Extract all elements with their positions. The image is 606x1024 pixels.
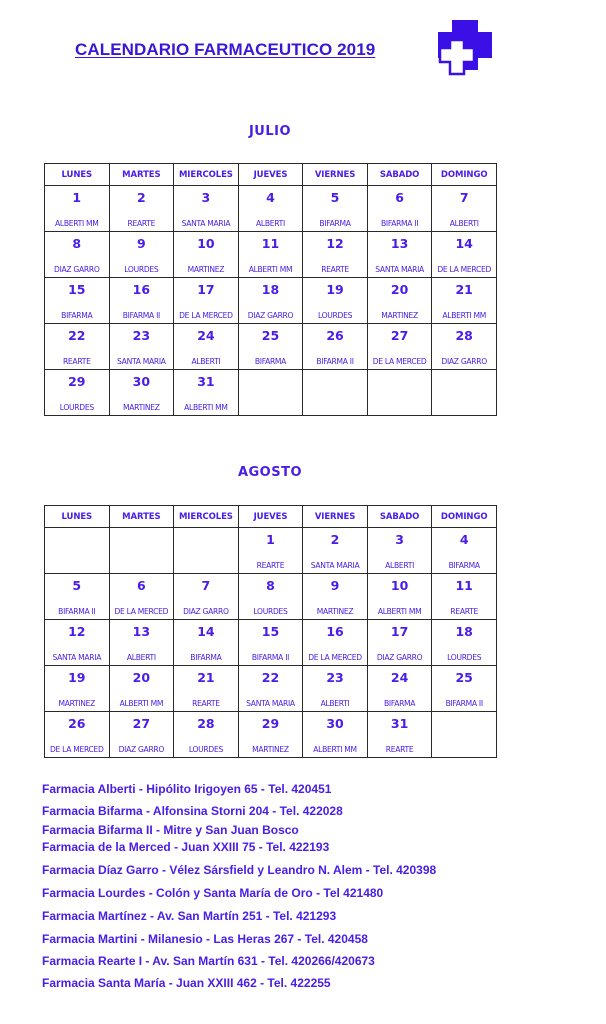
calendar-day-cell [109,620,174,666]
calendar-day-cell [109,324,174,370]
calendar-day-cell [45,370,110,416]
on-duty-pharmacy: ALBERTI [126,653,156,662]
weekday-header: LUNES [45,164,110,186]
calendar-day-cell [432,666,497,712]
day-number: 16 [132,282,151,297]
weekday-header: MARTES [109,164,174,186]
day-number: 4 [266,190,275,205]
day-number: 31 [390,716,409,731]
day-number: 30 [132,374,151,389]
day-number: 12 [326,236,344,251]
on-duty-pharmacy: REARTE [385,745,414,754]
on-duty-pharmacy: SANTA MARIA [52,653,102,662]
month-title-agosto: AGOSTO [237,465,303,480]
day-number: 18 [261,282,280,297]
calendar-day-cell [367,186,432,232]
calendar-week-row [45,666,497,712]
on-duty-pharmacy: BIFARMA II [58,607,96,616]
calendar-day-cell [367,574,432,620]
calendar-julio [44,163,497,416]
day-number: 12 [68,624,86,639]
calendar-week-row [45,712,497,758]
calendar-day-cell [238,528,303,574]
on-duty-pharmacy: REARTE [192,699,220,708]
on-duty-pharmacy: DE LA MERCED [372,357,427,366]
on-duty-pharmacy: DE LA MERCED [114,607,169,616]
calendar-day-cell [432,324,497,370]
on-duty-pharmacy: DE LA MERCED [179,311,233,320]
calendar-empty-cell [432,370,497,416]
day-number: 1 [72,190,82,205]
on-duty-pharmacy: BIFARMA [61,311,93,320]
day-number: 20 [132,670,151,685]
on-duty-pharmacy: REARTE [62,357,91,366]
day-number: 3 [201,190,211,205]
calendar-day-cell [109,574,174,620]
day-number: 17 [197,282,215,297]
calendar-day-cell [45,232,110,278]
calendar-day-cell [109,186,174,232]
on-duty-pharmacy: SANTA MARIA [117,357,166,366]
calendar-day-cell [174,324,239,370]
day-number: 10 [197,236,215,251]
day-number: 9 [330,578,340,593]
calendar-day-cell [109,712,174,758]
calendar-week-row [45,186,497,232]
weekday-header-row [45,164,497,186]
calendar-empty-cell [238,370,303,416]
day-number: 1 [266,532,275,547]
calendar-day-cell [303,324,368,370]
calendar-day-cell [174,574,239,620]
calendar-day-cell [303,666,368,712]
on-duty-pharmacy: BIFARMA II [122,311,160,320]
on-duty-pharmacy: LOURDES [124,265,159,274]
day-number: 27 [390,328,409,343]
day-number: 29 [68,374,86,389]
on-duty-pharmacy: ALBERTI [320,699,350,708]
weekday-header: JUEVES [238,506,303,528]
calendar-day-cell [367,620,432,666]
day-number: 4 [459,532,469,547]
calendar-day-cell [238,186,303,232]
day-number: 16 [326,624,344,639]
day-number: 10 [390,578,409,593]
day-number: 15 [68,282,86,297]
weekday-header: MIERCOLES [174,506,239,528]
calendar-day-cell [367,528,432,574]
day-number: 20 [390,282,409,297]
day-number: 11 [455,578,473,593]
day-number: 22 [68,328,86,343]
on-duty-pharmacy: BIFARMA II [251,653,290,662]
on-duty-pharmacy: REARTE [321,265,349,274]
day-number: 17 [390,624,409,639]
on-duty-pharmacy: LOURDES [188,745,223,754]
calendar-day-cell [174,186,239,232]
calendar-day-cell [367,324,432,370]
weekday-header: SABADO [367,164,432,186]
calendar-day-cell [432,232,497,278]
day-number: 19 [68,670,86,685]
on-duty-pharmacy: DIAZ GARRO [54,265,100,274]
calendar-day-cell [109,232,174,278]
calendar-day-cell [109,370,174,416]
weekday-header: DOMINGO [432,164,497,186]
calendar-day-cell [238,712,303,758]
calendar-day-cell [174,666,239,712]
pharmacy-entry: Farmacia Díaz Garro - Vélez Sársfield y Leandro N. Alem - Tel. 420398 [42,863,437,877]
weekday-header: MARTES [109,506,174,528]
on-duty-pharmacy: ALBERTI MM [55,219,99,228]
pharmacy-entry: Farmacia Lourdes - Colón y Santa María de Oro - Tel 421480 [42,886,384,900]
calendar-day-cell [432,278,497,324]
on-duty-pharmacy: DIAZ GARRO [118,745,165,754]
on-duty-pharmacy: LOURDES [253,607,288,616]
calendar-empty-cell [303,370,368,416]
day-number: 22 [261,670,280,685]
calendar-day-cell [238,620,303,666]
calendar-day-cell [174,370,239,416]
calendar-day-cell [303,574,368,620]
on-duty-pharmacy: ALBERTI MM [313,745,357,754]
calendar-day-cell [238,574,303,620]
day-number: 29 [261,716,280,731]
month-title-julio: JULIO [248,124,292,139]
on-duty-pharmacy: LOURDES [59,403,94,412]
day-number: 7 [201,578,211,593]
day-number: 21 [455,282,473,297]
day-number: 31 [197,374,215,389]
on-duty-pharmacy: SANTA MARIA [246,699,295,708]
day-number: 27 [132,716,151,731]
calendar-day-cell [174,278,239,324]
day-number: 23 [132,328,151,343]
calendar-day-cell [238,232,303,278]
calendar-day-cell [45,620,110,666]
on-duty-pharmacy: MARTINEZ [381,311,418,320]
on-duty-pharmacy: BIFARMA [254,357,287,366]
on-duty-pharmacy: REARTE [256,561,285,570]
on-duty-pharmacy: DE LA MERCED [437,265,492,274]
on-duty-pharmacy: BIFARMA II [316,357,354,366]
day-number: 30 [326,716,344,731]
calendar-day-cell [45,666,110,712]
pharmacy-entry: Farmacia de la Merced - Juan XXIII 75 - Tel. 422193 [42,840,330,854]
day-number: 6 [136,578,146,593]
calendar-day-cell [303,278,368,324]
day-number: 24 [197,328,215,343]
on-duty-pharmacy: ALBERTI MM [442,311,486,320]
calendar-day-cell [174,620,239,666]
on-duty-pharmacy: DIAZ GARRO [441,357,487,366]
on-duty-pharmacy: DIAZ GARRO [376,653,423,662]
on-duty-pharmacy: LOURDES [317,311,353,320]
day-number: 28 [197,716,215,731]
calendar-day-cell [432,574,497,620]
on-duty-pharmacy: MARTINEZ [123,403,160,412]
calendar-empty-cell [432,712,497,758]
on-duty-pharmacy: MARTINEZ [316,607,354,616]
on-duty-pharmacy: MARTINEZ [187,265,225,274]
on-duty-pharmacy: ALBERTI MM [248,265,293,274]
pharmacy-entry: Farmacia Santa María - Juan XXIII 462 - Tel. 422255 [42,976,331,990]
pharmacy-entry: Farmacia Bifarma - Alfonsina Storni 204 - Tel. 422028 [42,804,343,818]
calendar-day-cell [45,324,110,370]
weekday-header: DOMINGO [432,506,497,528]
day-number: 2 [136,190,146,205]
calendar-day-cell [303,186,368,232]
day-number: 8 [266,578,275,593]
calendar-day-cell [238,278,303,324]
on-duty-pharmacy: BIFARMA II [380,219,419,228]
calendar-day-cell [174,712,239,758]
day-number: 2 [330,532,340,547]
on-duty-pharmacy: SANTA MARIA [375,265,424,274]
on-duty-pharmacy: ALBERTI MM [119,699,164,708]
day-number: 14 [455,236,473,251]
weekday-header: SABADO [367,506,432,528]
pharmacy-cross-logo-icon [432,18,496,76]
day-number: 26 [68,716,86,731]
calendar-empty-cell [367,370,432,416]
day-number: 9 [136,236,146,251]
calendar-day-cell [109,666,174,712]
calendar-day-cell [45,278,110,324]
on-duty-pharmacy: ALBERTI [385,561,415,570]
day-number: 5 [330,190,340,205]
day-number: 8 [72,236,82,251]
day-number: 3 [395,532,404,547]
calendar-day-cell [367,232,432,278]
pharmacy-entry: Farmacia Bifarma II - Mitre y San Juan Bosco [42,823,299,837]
day-number: 13 [132,624,151,639]
page-title: CALENDARIO FARMACEUTICO 2019 [75,40,376,59]
pharmacy-entry: Farmacia Rearte I - Av. San Martín 631 - Tel. 420266/420673 [42,954,375,968]
calendar-day-cell [45,186,110,232]
calendar-day-cell [432,620,497,666]
calendar-day-cell [45,574,110,620]
on-duty-pharmacy: MARTINEZ [252,745,289,754]
weekday-header: JUEVES [238,164,303,186]
calendar-agosto [44,505,497,758]
calendar-week-row [45,528,497,574]
pharmacy-entry: Farmacia Martínez - Av. San Martín 251 - Tel. 421293 [42,909,337,923]
on-duty-pharmacy: MARTINEZ [58,699,96,708]
calendar-day-cell [109,278,174,324]
on-duty-pharmacy: BIFARMA [319,219,351,228]
pharmacy-entry: Farmacia Alberti - Hipólito Irigoyen 65 - Tel. 420451 [42,782,332,796]
calendar-week-row [45,232,497,278]
day-number: 24 [390,670,409,685]
on-duty-pharmacy: ALBERTI [449,219,479,228]
day-number: 23 [326,670,344,685]
on-duty-pharmacy: DE LA MERCED [49,745,104,754]
on-duty-pharmacy: ALBERTI MM [377,607,422,616]
on-duty-pharmacy: REARTE [127,219,156,228]
calendar-day-cell [367,666,432,712]
calendar-day-cell [238,666,303,712]
day-number: 11 [261,236,280,251]
calendar-day-cell [303,712,368,758]
on-duty-pharmacy: BIFARMA [383,699,416,708]
on-duty-pharmacy: SANTA MARIA [310,561,360,570]
calendar-week-row [45,620,497,666]
calendar-day-cell [432,528,497,574]
on-duty-pharmacy: ALBERTI [256,219,285,228]
weekday-header: VIERNES [303,506,368,528]
on-duty-pharmacy: LOURDES [447,653,482,662]
on-duty-pharmacy: REARTE [450,607,478,616]
day-number: 25 [261,328,280,343]
day-number: 5 [72,578,82,593]
calendar-week-row [45,574,497,620]
calendar-day-cell [432,186,497,232]
calendar-empty-cell [45,528,110,574]
calendar-day-cell [174,232,239,278]
on-duty-pharmacy: SANTA MARIA [181,219,231,228]
day-number: 15 [261,624,280,639]
day-number: 18 [455,624,473,639]
on-duty-pharmacy: BIFARMA [448,561,480,570]
on-duty-pharmacy: DE LA MERCED [308,653,362,662]
day-number: 28 [455,328,473,343]
day-number: 25 [455,670,473,685]
calendar-day-cell [45,712,110,758]
calendar-day-cell [367,278,432,324]
calendar-week-row [45,370,497,416]
weekday-header: LUNES [45,506,110,528]
day-number: 7 [459,190,469,205]
calendar-week-row [45,278,497,324]
day-number: 6 [395,190,404,205]
on-duty-pharmacy: BIFARMA II [445,699,483,708]
weekday-header: VIERNES [303,164,368,186]
on-duty-pharmacy: DIAZ GARRO [183,607,229,616]
calendar-empty-cell [174,528,239,574]
day-number: 13 [390,236,409,251]
on-duty-pharmacy: ALBERTI [191,357,221,366]
pharmacy-entry: Farmacia Martini - Milanesio - Las Heras 267 - Tel. 420458 [42,932,368,946]
calendar-week-row [45,324,497,370]
on-duty-pharmacy: BIFARMA [190,653,222,662]
weekday-header-row [45,506,497,528]
calendar-day-cell [367,712,432,758]
day-number: 19 [326,282,344,297]
day-number: 21 [197,670,215,685]
on-duty-pharmacy: DIAZ GARRO [247,311,294,320]
on-duty-pharmacy: ALBERTI MM [184,403,228,412]
calendar-day-cell [238,324,303,370]
day-number: 14 [197,624,215,639]
calendar-day-cell [303,620,368,666]
day-number: 26 [326,328,344,343]
calendar-empty-cell [109,528,174,574]
calendar-day-cell [303,232,368,278]
calendar-day-cell [303,528,368,574]
weekday-header: MIERCOLES [174,164,239,186]
